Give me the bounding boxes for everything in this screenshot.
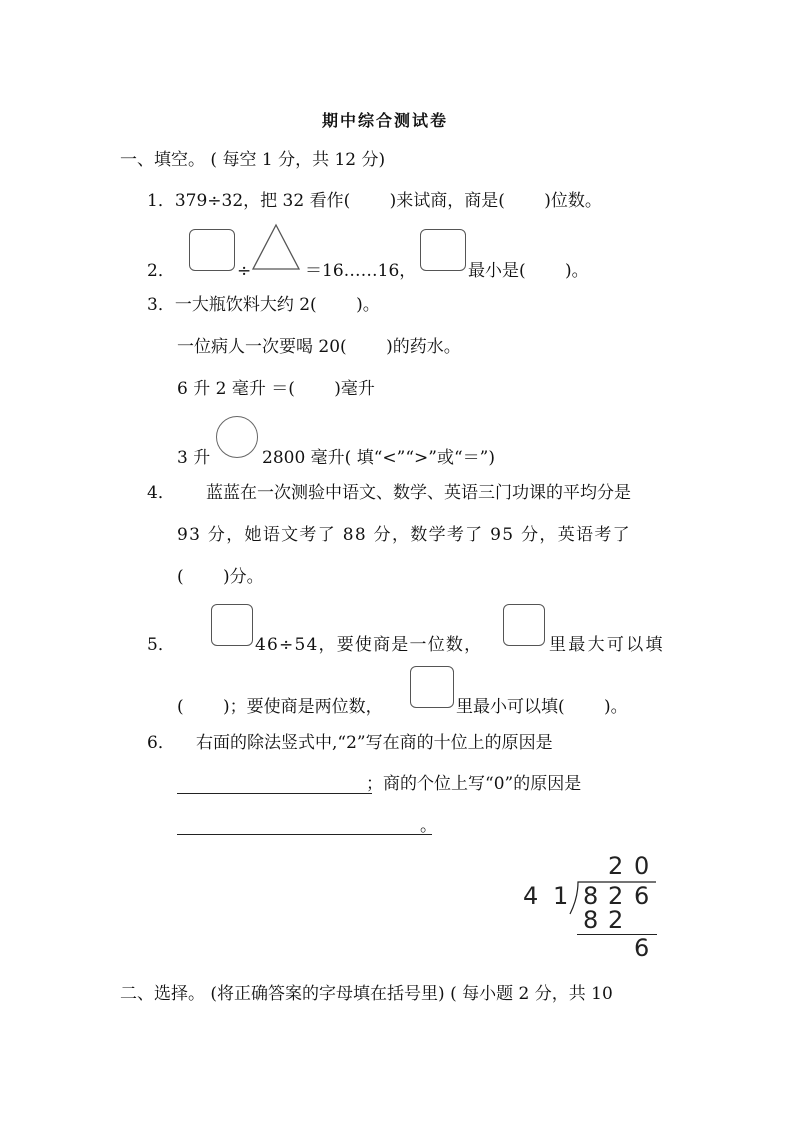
question-4-line-3: ( )分。 — [177, 567, 264, 587]
divisor-digit: 1 — [553, 882, 569, 910]
question-3-line-4-right: 2800 毫升( 填“<”“>”或“＝”) — [262, 448, 495, 468]
triangle-placeholder-icon — [251, 223, 301, 271]
dividend-digit: 2 — [608, 882, 624, 910]
product-digit: 2 — [608, 906, 624, 934]
question-2-equation: ＝16……16， — [305, 261, 417, 281]
question-4-line-1: 蓝蓝在一次测验中语文、数学、英语三门功课的平均分是 — [206, 483, 631, 503]
quotient-digit: 0 — [634, 852, 650, 880]
square-placeholder-box — [503, 604, 545, 646]
question-1: 1．379÷32，把 32 看作( )来试商，商是( )位数。 — [147, 191, 602, 211]
question-5-line-2-right: 里最小可以填( )。 — [456, 697, 628, 717]
answer-blank-line — [177, 793, 372, 794]
question-3-line-3: 6 升 2 毫升 ＝( )毫升 — [177, 379, 375, 399]
question-4-line-2: 93 分，她语文考了 88 分，数学考了 95 分，英语考了 — [177, 525, 631, 545]
question-3-line-2: 一位病人一次要喝 20( )的药水。 — [177, 337, 461, 357]
dividend-digit: 8 — [583, 882, 599, 910]
quotient-digit: 2 — [608, 852, 624, 880]
square-placeholder-box — [420, 229, 466, 271]
question-5-tail: 里最大可以填 — [549, 635, 665, 655]
question-5-expression: 46÷54，要使商是一位数， — [255, 635, 483, 655]
answer-blank-line — [177, 834, 432, 835]
dividend-digit: 6 — [634, 882, 650, 910]
section1-heading: 一、填空。 ( 每空 1 分，共 12 分) — [120, 150, 386, 170]
question-3-line-4-left: 3 升 — [177, 448, 211, 468]
divisor-digit: 4 — [523, 882, 539, 910]
square-placeholder-box — [410, 666, 454, 708]
question-6-line-1: 右面的除法竖式中,“2”写在商的十位上的原因是 — [196, 733, 553, 753]
square-placeholder-box — [189, 229, 235, 271]
question-6-line-3-end: 。 — [420, 816, 437, 836]
remainder-digit: 6 — [634, 934, 650, 962]
square-placeholder-box — [211, 604, 253, 646]
section2-heading: 二、选择。 (将正确答案的字母填在括号里) ( 每小题 2 分，共 10 — [120, 984, 613, 1004]
product-digit: 8 — [583, 906, 599, 934]
question-2-number: 2． — [147, 261, 175, 281]
question-6-number: 6． — [147, 733, 175, 753]
question-6-line-2: ；商的个位上写“0”的原因是 — [366, 774, 582, 794]
question-3-line-1: 3．一大瓶饮料大约 2( )。 — [147, 295, 380, 315]
compare-circle-placeholder — [216, 416, 258, 458]
page-title: 期中综合测试卷 — [322, 111, 449, 130]
question-5-number: 5． — [147, 635, 175, 655]
question-4-number: 4． — [147, 483, 175, 503]
question-2-tail: 最小是( )。 — [468, 261, 589, 281]
question-5-line-2-left: ( )；要使商是两位数， — [177, 697, 383, 717]
division-sign: ÷ — [237, 261, 252, 281]
